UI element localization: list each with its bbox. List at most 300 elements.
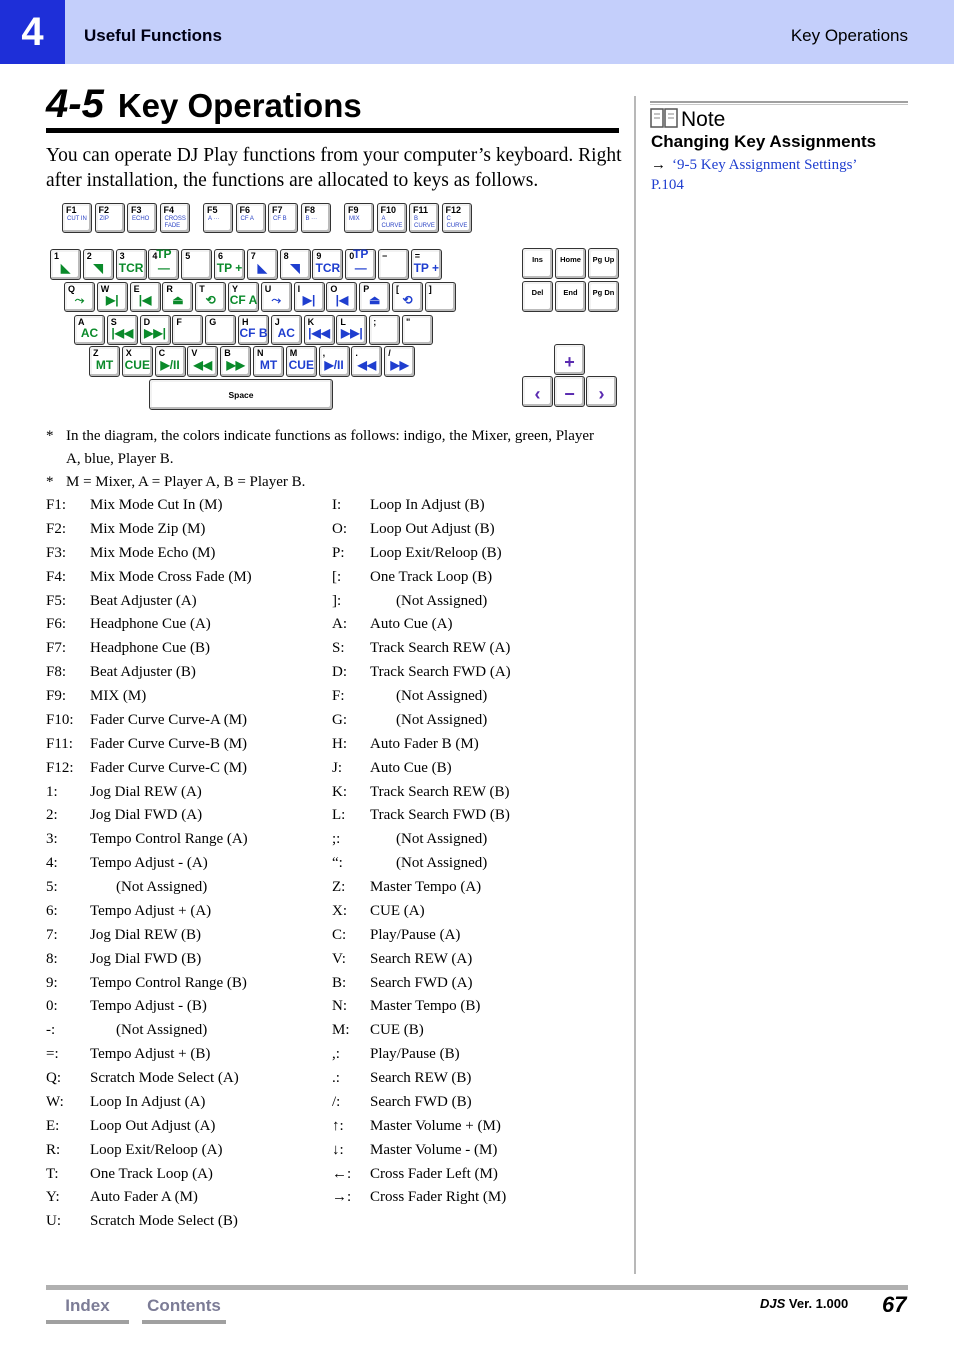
key-name: Q: [46, 1070, 61, 1086]
key-label: F12 [445, 205, 462, 215]
key-list-row [332, 542, 622, 566]
key-label: " [406, 317, 411, 327]
key-sub-label: CF A [240, 216, 254, 222]
key-list-row [46, 733, 326, 757]
key-label: F6 [239, 205, 251, 215]
key-list-row [332, 876, 622, 900]
key-label: 4 [152, 251, 158, 261]
key-function-icon: ◥ [290, 261, 300, 275]
key-list-right [332, 494, 622, 1210]
key-z-9 [384, 346, 415, 377]
key-function-icon: − [564, 384, 575, 404]
key-a-4 [205, 315, 236, 345]
key-function: Master Tempo (A) [370, 879, 482, 895]
key-function: Mix Mode Cross Fade (M) [90, 568, 252, 585]
version-number: Ver. 1.000 [788, 1296, 849, 1311]
key-function: Track Search FWD (A) [370, 664, 511, 681]
key-label: F4 [163, 205, 175, 215]
key-num-6 [247, 249, 278, 280]
version-label [760, 1296, 848, 1311]
key-label: N [257, 348, 264, 358]
key-name: Z: [332, 879, 346, 895]
key-label: 3 [119, 251, 125, 261]
key-list-row [46, 1163, 326, 1187]
key-function-icon: MT [95, 358, 114, 372]
key-z-7 [319, 346, 350, 377]
footnote-abbrev [46, 471, 606, 494]
key-label: F8 [304, 205, 316, 215]
key-function-icon: |◀◀ [308, 326, 330, 340]
key-label: Home [560, 255, 581, 264]
reference-link[interactable]: ‘9-5 Key Assignment Settings’ P.104 [651, 157, 857, 193]
key-f9 [344, 203, 374, 233]
key-sub-label: B CURVE [414, 216, 435, 229]
key-name: F: [332, 688, 345, 704]
key-function: Tempo Adjust - (B) [90, 998, 207, 1015]
key-sub-label: ZIP [99, 216, 109, 222]
key-list-row [46, 590, 326, 614]
key-list-row [332, 1067, 622, 1091]
key-name: 6: [46, 902, 58, 919]
key-name: K: [332, 783, 347, 800]
note-label: Note [681, 108, 726, 131]
key-name: 9: [46, 974, 58, 991]
key-function: Search REW (B) [370, 1070, 472, 1086]
key-label: Del [531, 288, 544, 297]
key-list-row [46, 709, 326, 733]
key-name: 2: [46, 807, 58, 824]
key-function: Loop Out Adjust (B) [370, 520, 495, 537]
key-num-2 [116, 249, 147, 280]
footer-rule [46, 1285, 908, 1290]
key-z-6 [286, 346, 317, 377]
key-label: Pg Dn [592, 288, 615, 297]
key-function: Jog Dial REW (A) [90, 783, 202, 800]
key-function: (Not Assigned) [396, 711, 488, 728]
key-a-2 [140, 315, 171, 345]
key-function-icon: ▶▶ [226, 358, 245, 372]
key-list-row [46, 1043, 326, 1067]
key-function: Mix Mode Echo (M) [90, 544, 216, 561]
key-function: Tempo Control Range (B) [90, 974, 247, 991]
key-function: Scratch Mode Select (B) [90, 1213, 238, 1230]
key-name: G: [332, 711, 347, 728]
key-label: F7 [272, 205, 283, 215]
key-label: Space [228, 390, 254, 400]
key-label: F [176, 317, 182, 327]
key-list-row [332, 733, 622, 757]
key-label: J [274, 317, 280, 327]
key-name: F11: [46, 735, 73, 752]
key-name: 0: [46, 998, 58, 1015]
key-name: 4: [46, 855, 58, 872]
key-label: − [382, 251, 388, 261]
key-function: Loop Out Adjust (A) [90, 1117, 216, 1134]
key-label: F9 [348, 205, 359, 215]
key-name: “: [332, 855, 343, 872]
key-f7 [268, 203, 298, 233]
key-list-row [332, 709, 622, 733]
key-function: Headphone Cue (A) [90, 616, 211, 633]
key-z-4 [220, 346, 251, 377]
key-list-row [332, 590, 622, 614]
key-function-icon: ⏏ [172, 293, 184, 307]
key-q-9 [359, 282, 390, 312]
key-list-row [46, 924, 326, 948]
key-name: C: [332, 926, 347, 943]
key-a-6 [271, 315, 302, 345]
key-name: S: [332, 640, 345, 657]
key-list-row [46, 1115, 326, 1139]
key-label: A [78, 317, 85, 327]
key-name: V: [332, 950, 346, 967]
key-function-icon: TP — [156, 247, 172, 275]
key-z-0 [89, 346, 120, 377]
key-a-1 [107, 315, 138, 345]
key-a-3 [172, 315, 203, 345]
key-label: F10 [380, 205, 397, 215]
key-q-0 [64, 282, 95, 312]
key-q-3 [162, 282, 193, 312]
key-list-row [46, 1091, 326, 1115]
key-num-3 [148, 249, 179, 280]
key-list-row [332, 948, 622, 972]
key-name: ,: [332, 1046, 340, 1063]
key-name: -: [46, 1022, 56, 1039]
key-function-icon: |◀ [335, 293, 349, 307]
key-function: Loop In Adjust (A) [90, 1093, 206, 1110]
key-name: A: [332, 616, 347, 633]
intro-paragraph: You can operate DJ Play functions from your computer’s keyboard. Right after installation, the functions are allocated to keys as follows. [46, 145, 622, 191]
key-list-row [332, 924, 622, 948]
key-function: Jog Dial REW (B) [90, 926, 201, 943]
key-function-icon: ⤳ [74, 293, 85, 307]
key-function-icon: ◣ [257, 261, 267, 275]
key-name: F1: [46, 497, 67, 513]
key-function-icon: CF A [229, 293, 258, 307]
key-label: G [209, 317, 217, 327]
contents-button[interactable]: Contents [142, 1291, 226, 1324]
key-function: (Not Assigned) [396, 855, 488, 872]
key-list-row [332, 1019, 622, 1043]
key-name: ;: [332, 831, 341, 848]
key-function: Loop In Adjust (B) [370, 497, 485, 513]
key-list-row [332, 1043, 622, 1067]
key-name: R: [46, 1141, 61, 1158]
key-label: 8 [283, 251, 289, 261]
key-name: X: [332, 902, 347, 919]
title-rule [46, 128, 619, 133]
key-function: Cross Fader Right (M) [370, 1189, 507, 1206]
key-num-11 [411, 249, 442, 280]
key-function-icon: ▶▶| [144, 326, 166, 340]
key-function: Tempo Adjust - (A) [90, 855, 208, 872]
key-function: Jog Dial FWD (B) [90, 950, 202, 967]
key-f4 [160, 203, 190, 233]
key-num-4 [181, 249, 212, 280]
key-sub-label: CF B [273, 216, 287, 222]
key-label: F2 [98, 205, 110, 215]
key-list-row [332, 804, 622, 828]
key-sub-label: CROSS FADE [164, 216, 186, 229]
key-function-icon: ▶| [302, 293, 316, 307]
key-sub-label: C CURVE [446, 216, 468, 229]
key-list-row [46, 828, 326, 852]
key-name: L: [332, 807, 346, 824]
key-name: M: [332, 1022, 350, 1039]
key-q-6 [261, 282, 292, 312]
key-label: X [125, 348, 132, 358]
key-name: ↑: [332, 1117, 344, 1134]
key-function-icon: ▶/II [324, 358, 344, 372]
key-num-8 [312, 249, 343, 280]
key-list-row [332, 1115, 622, 1139]
key-list-row [46, 566, 326, 590]
key-list-row [332, 518, 622, 542]
key-function: (Not Assigned) [396, 592, 488, 609]
key-function-icon: CUE [124, 358, 150, 372]
key-name: ]: [332, 592, 342, 609]
key-label: Z [93, 348, 99, 358]
key-function: (Not Assigned) [396, 831, 488, 848]
key-function-icon: CUE [288, 358, 314, 372]
key-function-icon: TP + [216, 261, 243, 275]
key-label: F3 [131, 205, 142, 215]
key-name: .: [332, 1070, 340, 1086]
key-function: CUE (B) [370, 1022, 424, 1039]
key-list-row [46, 613, 326, 637]
footnote-colors [46, 425, 606, 471]
key-label: . [355, 348, 358, 358]
key-function: Tempo Control Range (A) [90, 831, 248, 848]
title-text: Key Operations [117, 87, 362, 124]
key-name: F4: [46, 568, 67, 585]
arrow-up-key [554, 344, 585, 375]
key-function: Loop Exit/Reloop (B) [370, 544, 502, 561]
key-a-9 [369, 315, 400, 345]
key-label: / [388, 348, 391, 358]
key-a-10 [402, 315, 433, 345]
key-name: 3: [46, 831, 58, 848]
key-list-row [332, 613, 622, 637]
key-label: 5 [185, 251, 191, 261]
key-label: , [322, 348, 326, 358]
key-name: 7: [46, 926, 58, 943]
key-sub-label: A CURVE [381, 216, 403, 229]
key-name: T: [46, 1165, 59, 1182]
key-q-4 [195, 282, 226, 312]
key-function-icon: CF B [239, 326, 268, 340]
footnote-star: * [46, 474, 54, 490]
key-name: F7: [46, 640, 67, 657]
key-function: Track Search REW (A) [370, 640, 511, 657]
key-f6 [236, 203, 266, 233]
key-label: M [289, 348, 298, 358]
key-label: F1 [66, 205, 77, 215]
key-z-3 [187, 346, 218, 377]
key-function: Auto Cue (A) [370, 616, 453, 633]
key-list-row [46, 518, 326, 542]
key-label: F5 [207, 205, 218, 215]
key-q-11 [425, 282, 456, 312]
key-function-icon: ◣ [60, 261, 71, 275]
key-q-5 [228, 282, 259, 312]
key-label: 7 [250, 251, 256, 261]
key-f2 [95, 203, 125, 233]
key-label: V [191, 348, 198, 358]
key-name: F12: [46, 759, 74, 776]
arrow-down-key [554, 376, 585, 407]
key-function: Jog Dial FWD (A) [90, 807, 203, 824]
key-sub-label: CUT IN [67, 216, 87, 222]
key-label: D [143, 317, 151, 327]
key-list-row [332, 1186, 622, 1210]
key-a-0 [74, 315, 105, 345]
key-f10 [377, 203, 407, 233]
key-f11 [409, 203, 439, 233]
key-list-row [332, 995, 622, 1019]
key-function-icon: ⟲ [205, 293, 216, 307]
key-list-row [46, 948, 326, 972]
key-name: ←: [332, 1165, 352, 1182]
key-label: 2 [86, 251, 92, 261]
key-function-icon: ▶▶| [340, 326, 363, 340]
section-title: Key Operations [790, 26, 908, 45]
key-num-1 [83, 249, 114, 280]
key-label: L [340, 317, 346, 327]
key-list-row [46, 1067, 326, 1091]
key-f1 [62, 203, 92, 233]
key-function: Search FWD (A) [370, 974, 473, 991]
key-function-icon: |◀◀ [111, 326, 134, 340]
key-label: U [264, 284, 272, 294]
key-list-row [332, 1163, 622, 1187]
key-label: P [363, 284, 370, 294]
key-name: F3: [46, 544, 67, 561]
key-f12 [442, 203, 472, 233]
key-name: U: [46, 1213, 61, 1230]
key-function-icon: MT [259, 358, 278, 372]
key-function-icon: ▶▶ [390, 358, 409, 372]
key-function: (Not Assigned) [116, 879, 208, 895]
key-num-0 [50, 249, 81, 280]
key-function: MIX (M) [90, 688, 147, 704]
key-list-row [46, 1139, 326, 1163]
arrow-right-key [586, 376, 617, 407]
key-function: Play/Pause (B) [370, 1046, 460, 1063]
key-label: ; [373, 317, 377, 327]
key-name: →: [332, 1189, 352, 1206]
key-sub-label: A ··· [208, 216, 220, 222]
key-end [555, 281, 586, 312]
key-ins [522, 248, 553, 279]
key-function: Auto Fader A (M) [90, 1189, 198, 1206]
key-q-10 [392, 282, 423, 312]
key-label: R [166, 284, 173, 294]
key-list-row [332, 637, 622, 661]
key-list-row [46, 995, 326, 1019]
note-rule [650, 101, 908, 105]
key-function-icon: ⤳ [271, 293, 282, 307]
key-name: /: [332, 1093, 341, 1110]
key-label: Pg Up [592, 255, 615, 264]
key-function: One Track Loop (B) [370, 568, 493, 585]
keyboard-diagram [46, 198, 626, 414]
product-name: DJS [760, 1296, 786, 1311]
key-label: ] [428, 284, 432, 294]
key-function-icon: TP + [413, 261, 440, 275]
key-function: Mix Mode Cut In (M) [90, 497, 223, 513]
key-list-row [46, 900, 326, 924]
key-z-5 [253, 346, 284, 377]
key-label: F11 [413, 205, 429, 215]
key-function: Scratch Mode Select (A) [90, 1070, 239, 1086]
arrow-left-key [522, 376, 553, 407]
key-label: 0 [349, 251, 355, 261]
key-function: Master Volume + (M) [370, 1117, 501, 1134]
key-label: K [307, 317, 315, 327]
key-name: ↓: [332, 1141, 344, 1158]
key-a-5 [238, 315, 269, 345]
key-list-left [46, 494, 326, 1234]
key-label: T [199, 284, 205, 294]
footnote-star: * [46, 428, 54, 444]
key-num-5 [214, 249, 245, 280]
footnote-text: In the diagram, the colors indicate functions as follows: indigo, the Mixer, green, Player A, blue, Player B. [66, 428, 595, 467]
key-list-row [46, 876, 326, 900]
key-function-icon: TCR [315, 261, 341, 275]
key-function-icon: AC [80, 326, 99, 340]
key-function: (Not Assigned) [116, 1022, 208, 1039]
key-label: = [414, 251, 421, 261]
key-sub-label: ECHO [132, 216, 150, 222]
key-function: One Track Loop (A) [90, 1165, 213, 1182]
key-list-row [46, 661, 326, 685]
note-header [650, 107, 725, 132]
key-function-icon: ◀◀ [357, 358, 377, 372]
key-label: B [224, 348, 231, 358]
key-name: J: [332, 759, 343, 776]
key-function-icon: ◀◀ [193, 358, 213, 372]
key-label: Ins [532, 255, 543, 264]
key-function-icon: + [564, 352, 575, 372]
key-function: Play/Pause (A) [370, 926, 461, 943]
key-function-icon: › [598, 384, 605, 404]
key-function: Track Search FWD (B) [370, 807, 510, 824]
key-del [522, 281, 553, 312]
key-list-row [46, 757, 326, 781]
key-q-2 [130, 282, 161, 312]
key-name: E: [46, 1117, 60, 1134]
column-divider [634, 96, 636, 1274]
chapter-number: 4 [0, 0, 65, 64]
key-function: Search FWD (B) [370, 1093, 472, 1110]
key-function-icon: |◀ [138, 293, 152, 307]
key-z-1 [122, 346, 153, 377]
key-function: Master Tempo (B) [370, 998, 481, 1015]
key-sub-label: MIX [349, 216, 360, 222]
key-function: Fader Curve Curve-A (M) [90, 711, 248, 728]
key-list-row [46, 494, 326, 518]
index-button[interactable]: Index [46, 1291, 129, 1324]
key-name: F6: [46, 616, 67, 633]
key-label: H [242, 317, 249, 327]
key-q-8 [326, 282, 357, 312]
key-num-9 [345, 249, 376, 280]
key-name: F5: [46, 592, 67, 609]
key-q-1 [97, 282, 128, 312]
key-function: CUE (A) [370, 902, 425, 919]
